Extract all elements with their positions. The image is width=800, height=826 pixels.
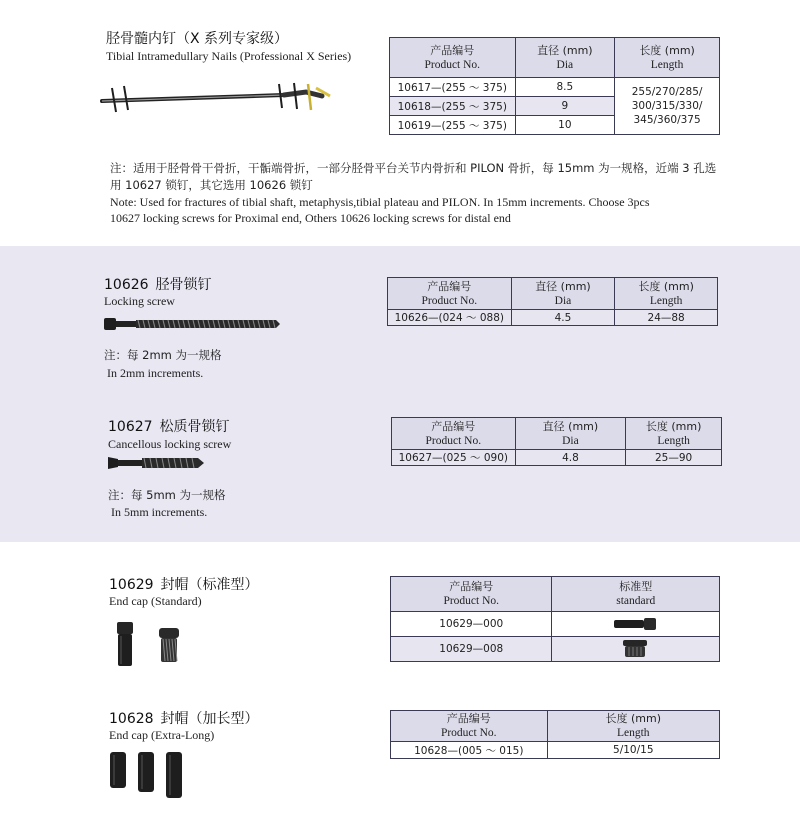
table-row: 10619—(255 ～ 375) 10: [390, 116, 720, 135]
endcap-std-spec-table: [390, 576, 720, 662]
cancellous-screw-image: [108, 455, 204, 471]
col-product-header: 产品编号 Product No.: [388, 278, 512, 310]
tibial-note-en-1: Note: Used for fractures of tibial shaft, metaphysis,tibial plateau and PILON. In 15mm increments. Choose 3pcs: [110, 195, 650, 209]
endcap-std-thumb-2: [621, 640, 651, 658]
col-product-header: 产品编号 Product No.: [391, 711, 548, 742]
col-product-header: 产品编号 Product No.: [390, 38, 516, 78]
tibial-spec-table: [389, 37, 720, 135]
locking-spec-table: [387, 277, 718, 326]
col-dia-header: 直径 (mm) Dia: [511, 278, 615, 310]
length-options: 255/270/285/ 300/315/330/ 345/360/375: [615, 78, 720, 135]
locking-note-zh: 注：每 2mm 为一规格: [104, 348, 222, 362]
table-row: 10626—(024 ～ 088) 4.5 24—88: [388, 310, 718, 326]
endcap-long-title: 10628 封帽（加长型）: [109, 711, 259, 727]
table-row: 10627—(025 ～ 090) 4.8 25—90: [392, 450, 722, 466]
col-length-header: 长度 (mm) Length: [626, 418, 722, 450]
endcap-long-title-en: End cap (Extra-Long): [109, 728, 215, 742]
col-length-header: 长度 (mm) Length: [615, 278, 718, 310]
table-row: 10617—(255 ～ 375) 8.5 255/270/285/ 300/315/330/ 345/360/375: [390, 78, 720, 97]
endcap-std-title: 10629 封帽（标准型）: [109, 577, 259, 593]
col-dia-header: 直径 (mm) Dia: [515, 38, 615, 78]
tibial-note-en-2: 10627 locking screws for Proximal end, Others 10626 locking screws for distal end: [110, 211, 511, 225]
tibial-title-en: Tibial Intramedullary Nails (Professional X Series): [106, 49, 352, 63]
table-row: 10629—000: [391, 612, 720, 637]
tibial-nail-image: [94, 80, 344, 116]
cancellous-title: 10627 松质骨锁钉: [108, 419, 230, 435]
cancellous-note-zh: 注：每 5mm 为一规格: [108, 488, 226, 502]
endcap-std-image: [115, 622, 185, 668]
cancellous-note-en: In 5mm increments.: [111, 505, 208, 519]
locking-title: 10626 胫骨锁钉: [104, 277, 212, 293]
col-dia-header: 直径 (mm) Dia: [515, 418, 626, 450]
col-length-header: 长度 (mm) Length: [615, 38, 720, 78]
col-product-header: 产品编号 Product No.: [392, 418, 516, 450]
col-length-header: 长度 (mm) Length: [547, 711, 719, 742]
cancellous-title-en: Cancellous locking screw: [108, 437, 232, 451]
tibial-note-zh-2: 用 10627 锁钉，其它选用 10626 锁钉: [110, 178, 313, 192]
col-product-header: 产品编号 Product No.: [391, 577, 552, 612]
locking-screw-image: [104, 316, 280, 332]
cancellous-spec-table: [391, 417, 722, 466]
endcap-std-title-en: End cap (Standard): [109, 594, 202, 608]
endcap-long-image: [110, 752, 186, 800]
table-row: 10628—(005 ～ 015) 5/10/15: [391, 742, 720, 759]
table-row: 10618—(255 ～ 375) 9: [390, 97, 720, 116]
locking-note-en: In 2mm increments.: [107, 366, 204, 380]
tibial-note-zh-1: 注：适用于胫骨骨干骨折，干骺端骨折，一部分胫骨平台关节内骨折和 PILON 骨折，每 15mm 为一规格，近端 3 孔选: [110, 161, 717, 175]
col-type-header: 标准型 standard: [552, 577, 720, 612]
endcap-std-thumb-1: [614, 617, 658, 631]
locking-title-en: Locking screw: [104, 294, 175, 308]
endcap-long-spec-table: [390, 710, 720, 759]
table-row: 10629—008: [391, 637, 720, 662]
tibial-title-zh: 胫骨髓内钉（X 系列专家级）: [106, 31, 289, 47]
